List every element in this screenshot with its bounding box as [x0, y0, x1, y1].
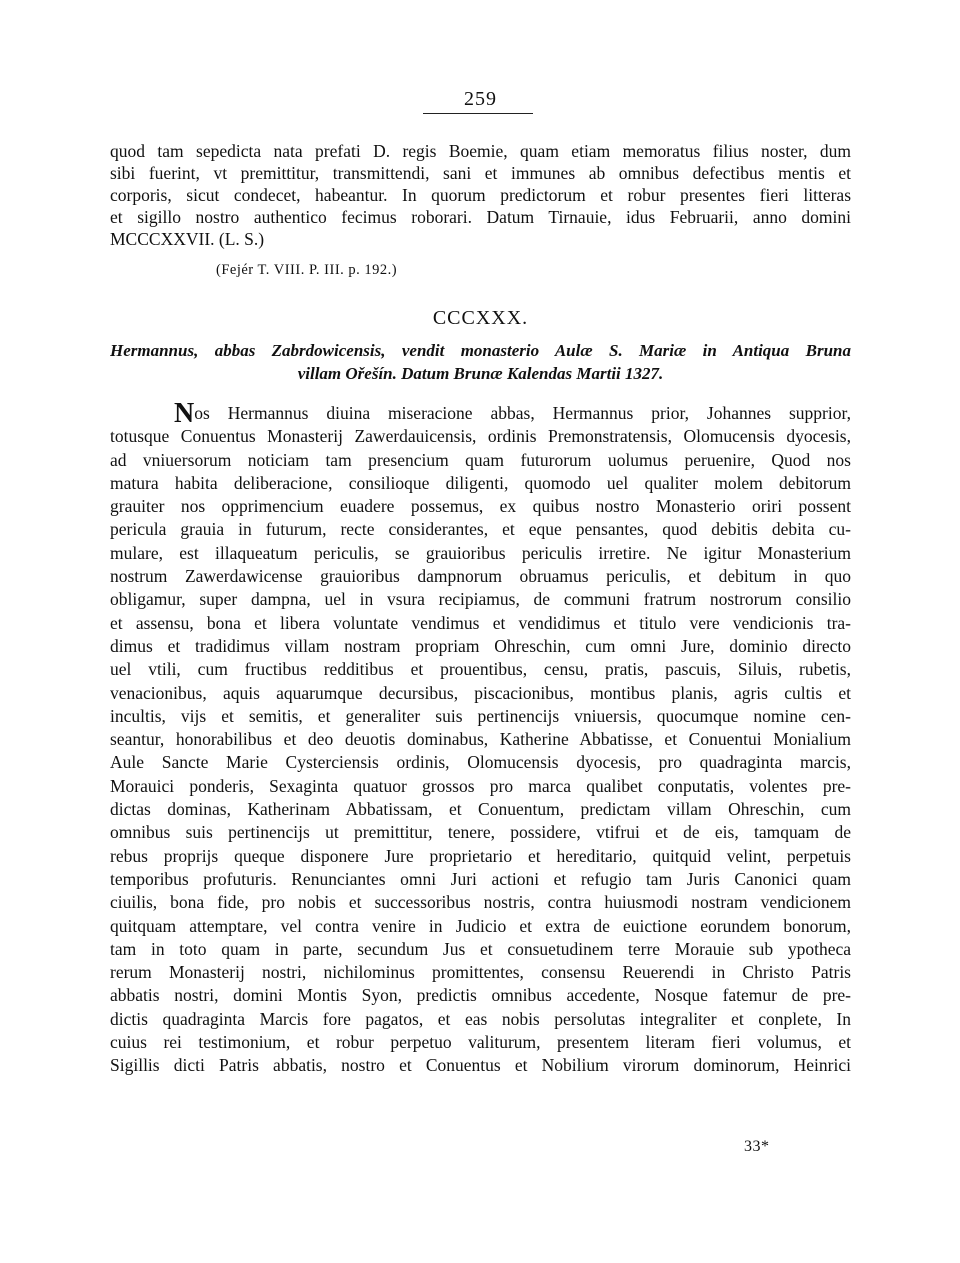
text-line: obligamur, super dampna, uel in vsura recipiamus, de communi fratrum nostrorum consilio [110, 589, 851, 610]
text-line: dimus et tradidimus villam nostram propriam Ohreschin, cum omni Jure, dominio directo [110, 635, 851, 656]
text-line: ciuilis, bona fide, pro nobis et successoribus nostris, contra huiusmodi nostram vendicionem [110, 892, 851, 913]
text-line [110, 402, 851, 425]
text-line: grauiter nos opprimencium euadere possemus, ex quibus nostro Monasterio oriri possent [110, 496, 851, 517]
heading-line: Hermannus, abbas Zabrdowicensis, vendit monasterio Aulæ S. Mariæ in Antiqua Bruna [110, 341, 851, 360]
heading-line: villam Ořešín. Datum Brunæ Kalendas Martii 1327. [297, 364, 664, 383]
header-rule [423, 113, 533, 114]
text-line: quitquam attemptare, vel contra venire in Judicio et extra de euictione eorundem bonorum, [110, 915, 851, 936]
text-line: et assensu, bona et libera voluntate vendimus et vendidimus et titulo vere vendicionis tra- [110, 612, 851, 633]
text-line: ad vniuersorum noticiam tam presencium quam futurorum uolumus peruenire, Quod nos [110, 449, 851, 470]
text-line: dictis quadraginta Marcis fore pagatos, et eas nobis persolutas integraliter et conplete, In [110, 1008, 851, 1029]
text-line: venacionibus, aquis aquarumque decursibus, piscacionibus, montibus planis, agris cultis et [110, 682, 851, 703]
text-line: temporibus profuturis. Renunciantes omni Juri actioni et refugio tam Juris Canonici quam [110, 868, 851, 889]
signature-mark: 33* [744, 1138, 770, 1155]
text-line: Sigillis dicti Patris abbatis, nostro et Conuentus et Nobilium virorum dominorum, Heinrici [110, 1055, 851, 1076]
text-line-content: os Hermannus diuina miseracione abbas, Hermannus prior, Johannes supprior, [194, 403, 851, 423]
text-line: pericula grauia in futurum, recte considerantes, et eque pensantes, quod debitis debita cu- [110, 519, 851, 540]
text-line: quod tam sepedicta nata prefati D. regis Boemie, quam etiam memoratus filius noster, dum [110, 141, 851, 161]
text-line: seantur, honorabilibus et deo deuotis dominabus, Katherine Abbatisse, et Conuentui Monialium [110, 729, 851, 750]
text-line: omnibus suis pertinencijs ut premittitur, tenere, possidere, vtifrui et de eis, tamquam de [110, 822, 851, 843]
text-line: matura habita deliberacione, consilioque diligenti, quomodo uel qualiter molem debitorum [110, 472, 851, 493]
text-line: mulare, est illaqueatum periculis, se grauioribus periculis irretire. Ne igitur Monasterium [110, 542, 851, 563]
text-line: abbatis nostri, domini Montis Syon, predictis omnibus accedente, Nosque fatemur de pre- [110, 985, 851, 1006]
text-line: corporis, sicut condecet, habeantur. In quorum predictorum et robur presentes fieri litteras [110, 185, 851, 205]
text-line: dictas dominas, Katherinam Abbatissam, et Conuentum, predictam villam Ohreschin, cum [110, 799, 851, 820]
text-line: et sigillo nostro authentico fecimus roborari. Datum Tirnauie, idus Februarii, anno domini [110, 207, 851, 227]
document-body [110, 402, 851, 1078]
text-line: Morauici ponderis, Sexaginta quatuor grossos pro marca qualibet conputatis, volentes pre- [110, 775, 851, 796]
document-number: CCCXXX. [432, 307, 529, 329]
text-line: totusque Conuentus Monasterij Zawerdauicensis, ordinis Premonstratensis, Olomucensis dyocesis, [110, 426, 851, 447]
text-line: uel vtili, cum fructibus redditibus et prouentibus, censu, pratis, pascuis, Siluis, rubetis, [110, 659, 851, 680]
source-note: (Fejér T. VIII. P. III. p. 192.) [216, 262, 398, 278]
initial-letter: N [174, 402, 195, 426]
text-line: Aule Sancte Marie Cysterciensis ordinis, Olomucensis dyocesis, pro quadraginta marcis, [110, 752, 851, 773]
text-line: rebus proprijs queque disponere Jure proprietario et hereditario, quitquid velint, perpetuis [110, 845, 851, 866]
text-line: nostrum Zawerdawicense grauioribus dampnorum obruamus periculis, et debitum in quo [110, 566, 851, 587]
text-line: tam in toto quam in parte, secundum Jus et consuetudinem terre Morauie sub ypotheca [110, 938, 851, 959]
document-heading [110, 339, 851, 385]
text-line: rerum Monasterij nostri, nichilominus promittentes, consensu Reuerendi in Christo Patris [110, 962, 851, 983]
text-line: sibi fuerint, vt premittitur, transmittendi, sani et immunes ab omnibus defectibus mentis et [110, 163, 851, 183]
text-line: cuius rei testimonium, et robur perpetuo valiturum, presentem literam fieri volumus, et [110, 1032, 851, 1053]
page-number: 259 [464, 88, 497, 110]
text-line: MCCCXXVII. (L. S.) [110, 229, 265, 249]
text-line: incultis, vijs et semitis, et generaliter suis pertinencijs vniuersis, quocumque nomine cen- [110, 705, 851, 726]
preceding-text [110, 140, 851, 250]
